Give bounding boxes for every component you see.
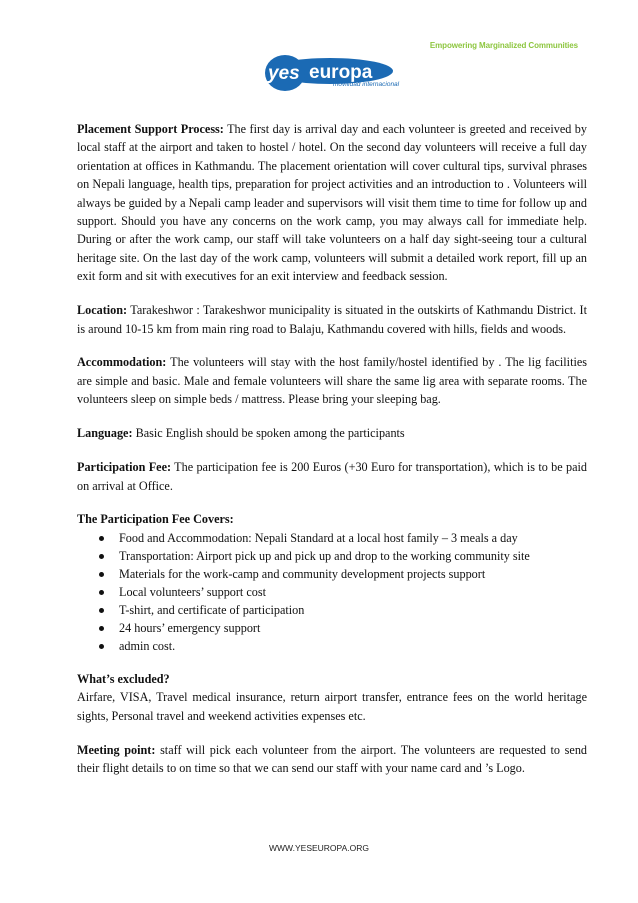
meeting-section — [77, 741, 587, 778]
meeting-label: Meeting point: — [77, 742, 156, 757]
language-section — [77, 424, 587, 442]
document-body — [77, 120, 587, 793]
placement-text: The first day is arrival day and each volunteer is greeted and received by local staff at the airport and taken to hostel / hotel. On the second day volunteers will receive a full day orientation at offices in Kathmandu. The placement orientation will cover cultural tips, survival phrases on Nepali language, health tips, preparation for project activities and an introduction to . Volunteers will always be guided by a Nepali camp leader and supervisors will visit them time to time for follow up and support. Should you have any concerns on the work camp, you may always call for immediate help. During or after the work camp, our staff will take volunteers on a half day sight-seeing tour a cultural heritage site. On the last day of the work camp, volunteers will submit a detailed work report, fill up an exit form and sit with executives for an exit interview and feedback session. — [77, 122, 587, 284]
excluded-heading: What’s excluded? — [77, 671, 170, 686]
header-tagline: Empowering Marginalized Communities — [429, 41, 578, 50]
list-item: 24 hours’ emergency support — [119, 619, 587, 637]
logo-yes-text: yes — [268, 63, 300, 84]
list-item: admin cost. — [119, 637, 587, 655]
accommodation-text: The volunteers will stay with the host family/hostel identified by . The lig facilities are simple and basic. Male and female volunteers will share the same lig area with separate rooms. The volunteers sleep on simple beds / mattress. Please bring your sleeping bag. — [77, 355, 587, 407]
placement-section — [77, 120, 587, 286]
fee-section — [77, 458, 587, 495]
list-item: Local volunteers’ support cost — [119, 583, 587, 601]
location-section — [77, 301, 587, 338]
meeting-text: staff will pick each volunteer from the airport. The volunteers are requested to send their flight details to on time so that we can send our staff with your name card and ’s Logo. — [77, 742, 588, 775]
fee-covers-heading: The Participation Fee Covers: — [77, 512, 234, 527]
fee-covers-list — [77, 529, 587, 655]
list-item: Materials for the work-camp and community development projects support — [119, 565, 587, 583]
location-label: Location: — [77, 303, 128, 318]
logo-subtitle: movilidad internacional — [333, 81, 400, 88]
language-label: Language: — [77, 426, 133, 441]
logo-europa-text: europa — [309, 62, 373, 83]
accommodation-label: Accommodation: — [77, 355, 167, 370]
list-item: T-shirt, and certificate of participation — [119, 601, 587, 619]
excluded-text: Airfare, VISA, Travel medical insurance, return airport transfer, entrance fees on the world heritage sights, Personal travel and weekend activities expenses etc. — [77, 690, 587, 723]
list-item: Transportation: Airport pick up and pick up and drop to the working community site — [119, 547, 587, 565]
fee-text: The participation fee is 200 Euros (+30 Euro for transportation), which is to be paid on arrival at Office. — [77, 460, 587, 493]
fee-label: Participation Fee: — [77, 460, 172, 475]
placement-label: Placement Support Process: — [77, 122, 224, 136]
accommodation-section — [77, 353, 587, 408]
list-item: Food and Accommodation: Nepali Standard at a local host family – 3 meals a day — [119, 529, 587, 547]
footer-url: WWW.YESEUROPA.ORG — [269, 843, 369, 853]
location-text: Tarakeshwor : Tarakeshwor municipality is situated in the outskirts of Kathmandu District. It is around 10-15 km from main ring road to Balaju, Kathmandu covered with hills, fields and woods. — [77, 303, 587, 336]
yes-europa-logo — [263, 53, 393, 95]
language-text: Basic English should be spoken among the participants — [132, 426, 405, 441]
